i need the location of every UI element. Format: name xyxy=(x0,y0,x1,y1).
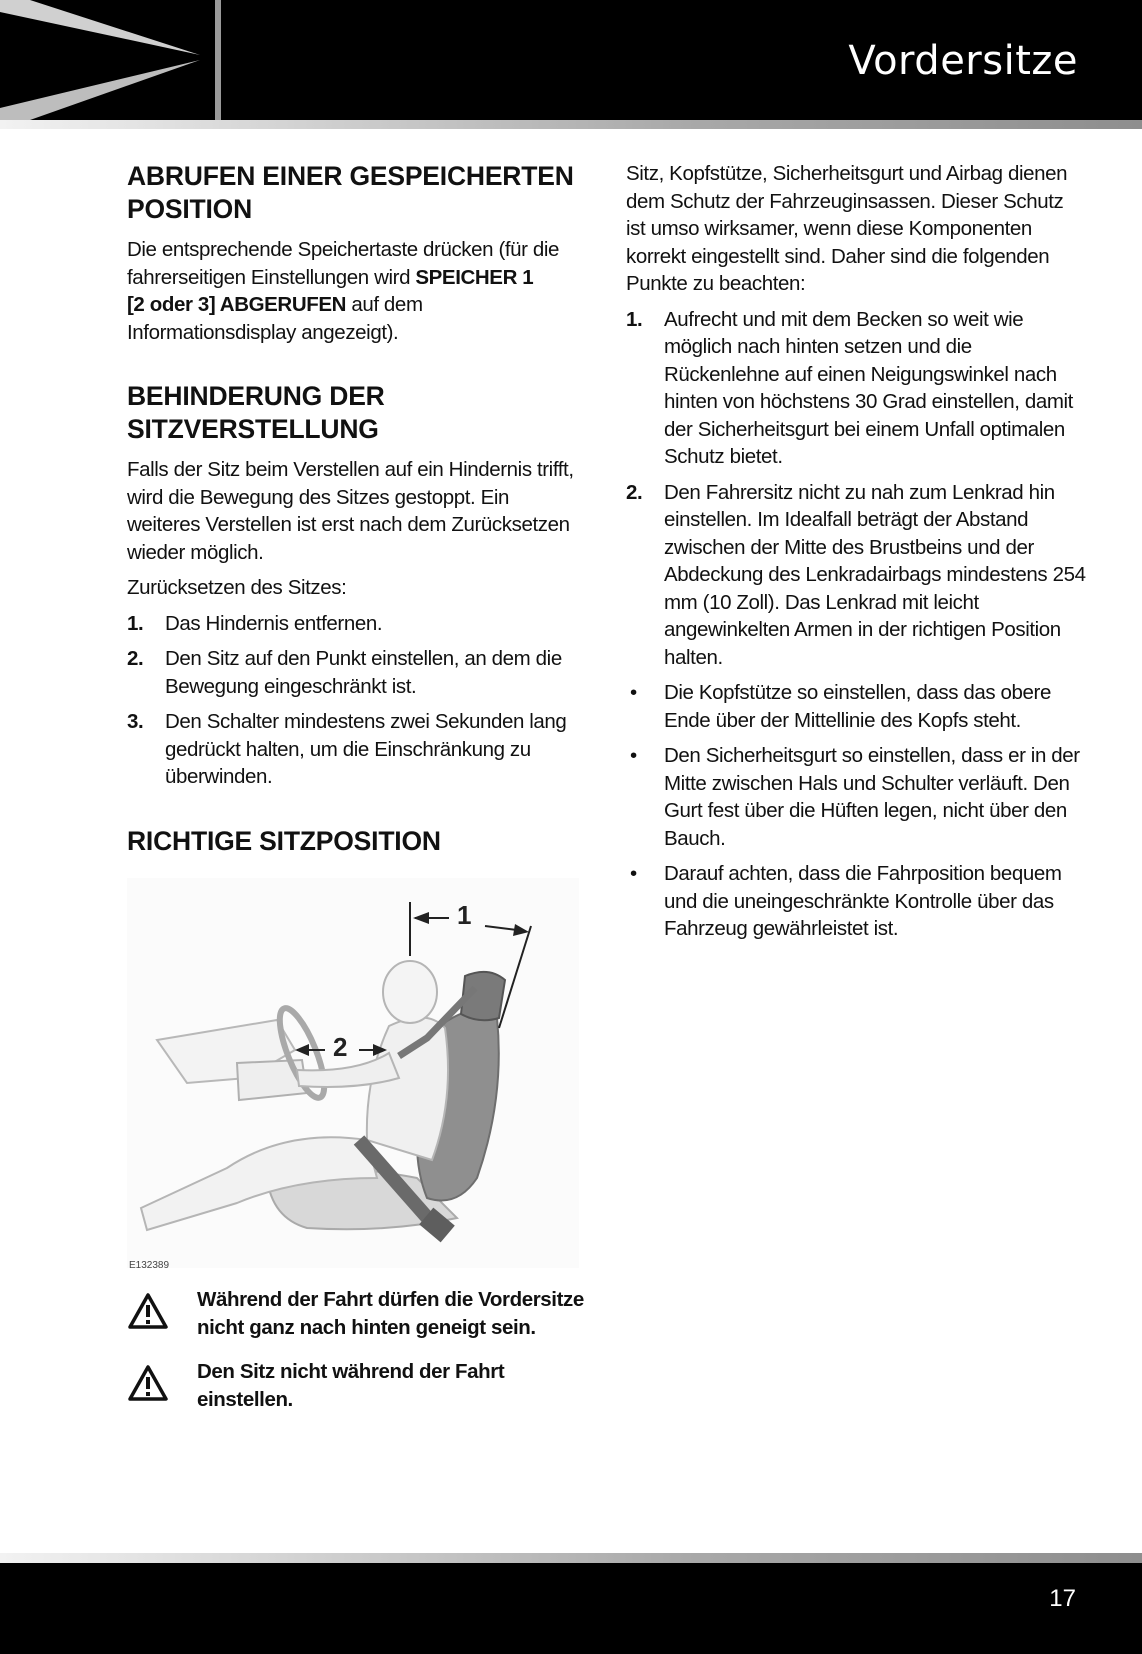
list-item: 2. Den Fahrersitz nicht zu nah zum Lenkrad hin einstellen. Im Idealfall beträgt der Abstand zwischen der Mitte des Brustbeins und der Abdeckung des Lenkradairbags mindestens 254 mm (10 Zoll). Das Lenkrad mit leicht angewinkelten Armen in der richtigen Position halten. xyxy=(626,480,1086,669)
left-column xyxy=(127,160,587,1430)
reset-steps-list xyxy=(127,610,587,791)
list-item: • Den Sicherheitsgurt so einstellen, dass er in der Mitte zwischen Hals und Schulter verläuft. Den Gurt fest über die Hüften legen, nicht über den Bauch. xyxy=(630,744,1080,850)
seat-illustration-drawing xyxy=(127,878,579,1268)
right-column xyxy=(626,160,1086,951)
list-item: 3. Den Schalter mindestens zwei Sekunden lang gedrückt halten, um die Einschränkung zu überwinden. xyxy=(127,710,567,788)
bold-memory-label: SPEICHER 1 xyxy=(415,265,534,289)
warning-note xyxy=(127,1286,587,1342)
warning-text: Den Sitz nicht während der Fahrt einstellen. xyxy=(197,1359,505,1411)
section-heading-recall-position: ABRUFEN EINER GESPEICHERTEN POSITION xyxy=(127,161,574,224)
dimension-label-2: 2 xyxy=(333,1031,348,1062)
warning-text: Während der Fahrt dürfen die Vordersitze nicht ganz nach hinten geneigt sein. xyxy=(197,1287,584,1339)
list-item: 2. Den Sitz auf den Punkt einstellen, an dem die Bewegung eingeschränkt ist. xyxy=(127,647,562,698)
page-footer xyxy=(0,1563,1142,1654)
seating-bullets-list xyxy=(626,679,1086,943)
list-item: • Darauf achten, dass die Fahrposition bequem und die uneingeschränkte Kontrolle über das Fahrzeug gewährleistet ist. xyxy=(630,862,1062,940)
figure-code: E132389 xyxy=(129,1259,170,1271)
section-heading-obstruction: BEHINDERUNG DER SITZVERSTELLUNG xyxy=(127,381,385,444)
page-header xyxy=(0,0,1142,120)
list-item: 1. Das Hindernis entfernen. xyxy=(127,611,383,635)
warning-triangle-icon xyxy=(127,1364,169,1402)
section-heading-seat-position: RICHTIGE SITZPOSITION xyxy=(127,825,441,856)
dimension-label-1: 1 xyxy=(457,899,472,930)
seating-steps-list xyxy=(626,306,1086,672)
footer-divider xyxy=(0,1553,1142,1563)
reset-label: Zurücksetzen des Sitzes: xyxy=(127,576,347,599)
list-item: • Die Kopfstütze so einstellen, dass das obere Ende über der Mittellinie des Kopfs steht. xyxy=(630,681,1051,732)
warning-triangle-icon xyxy=(127,1292,169,1330)
recall-position-text: Die entsprechende Speichertaste drücken (für die fahrerseitigen Einstellungen wird SPEICHER 1 [2 oder 3] ABGERUFEN auf dem Informationsdisplay angezeigt). xyxy=(127,238,560,344)
seat-position-illustration xyxy=(127,878,579,1271)
header-divider xyxy=(0,120,1142,129)
obstruction-text: Falls der Sitz beim Verstellen auf ein Hindernis trifft, wird die Bewegung des Sitzes gestoppt. Ein weiteres Verstellen ist erst nach dem Zurücksetzen wieder möglich. xyxy=(127,458,574,564)
header-chevron-graphic xyxy=(0,0,230,120)
intro-text: Sitz, Kopfstütze, Sicherheitsgurt und Airbag dienen dem Schutz der Fahrzeuginsassen. Dieser Schutz ist umso wirksamer, wenn diese Komponenten korrekt eingestellt sind. Daher sind die folgenden Punkte zu beachten: xyxy=(626,162,1068,295)
page-number: 17 xyxy=(1049,1585,1076,1612)
page-title: Vordersitze xyxy=(848,38,1078,84)
bold-recalled-label: [2 oder 3] ABGERUFEN xyxy=(127,293,347,316)
warning-note xyxy=(127,1358,587,1414)
list-item: 1. Aufrecht und mit dem Becken so weit wie möglich nach hinten setzen und die Rückenlehne auf einen Neigungswinkel nach hinten von höchstens 30 Grad einstellen, damit der Sicherheitsgurt bei einem Unfall optimalen Schutz bietet. xyxy=(626,307,1073,468)
